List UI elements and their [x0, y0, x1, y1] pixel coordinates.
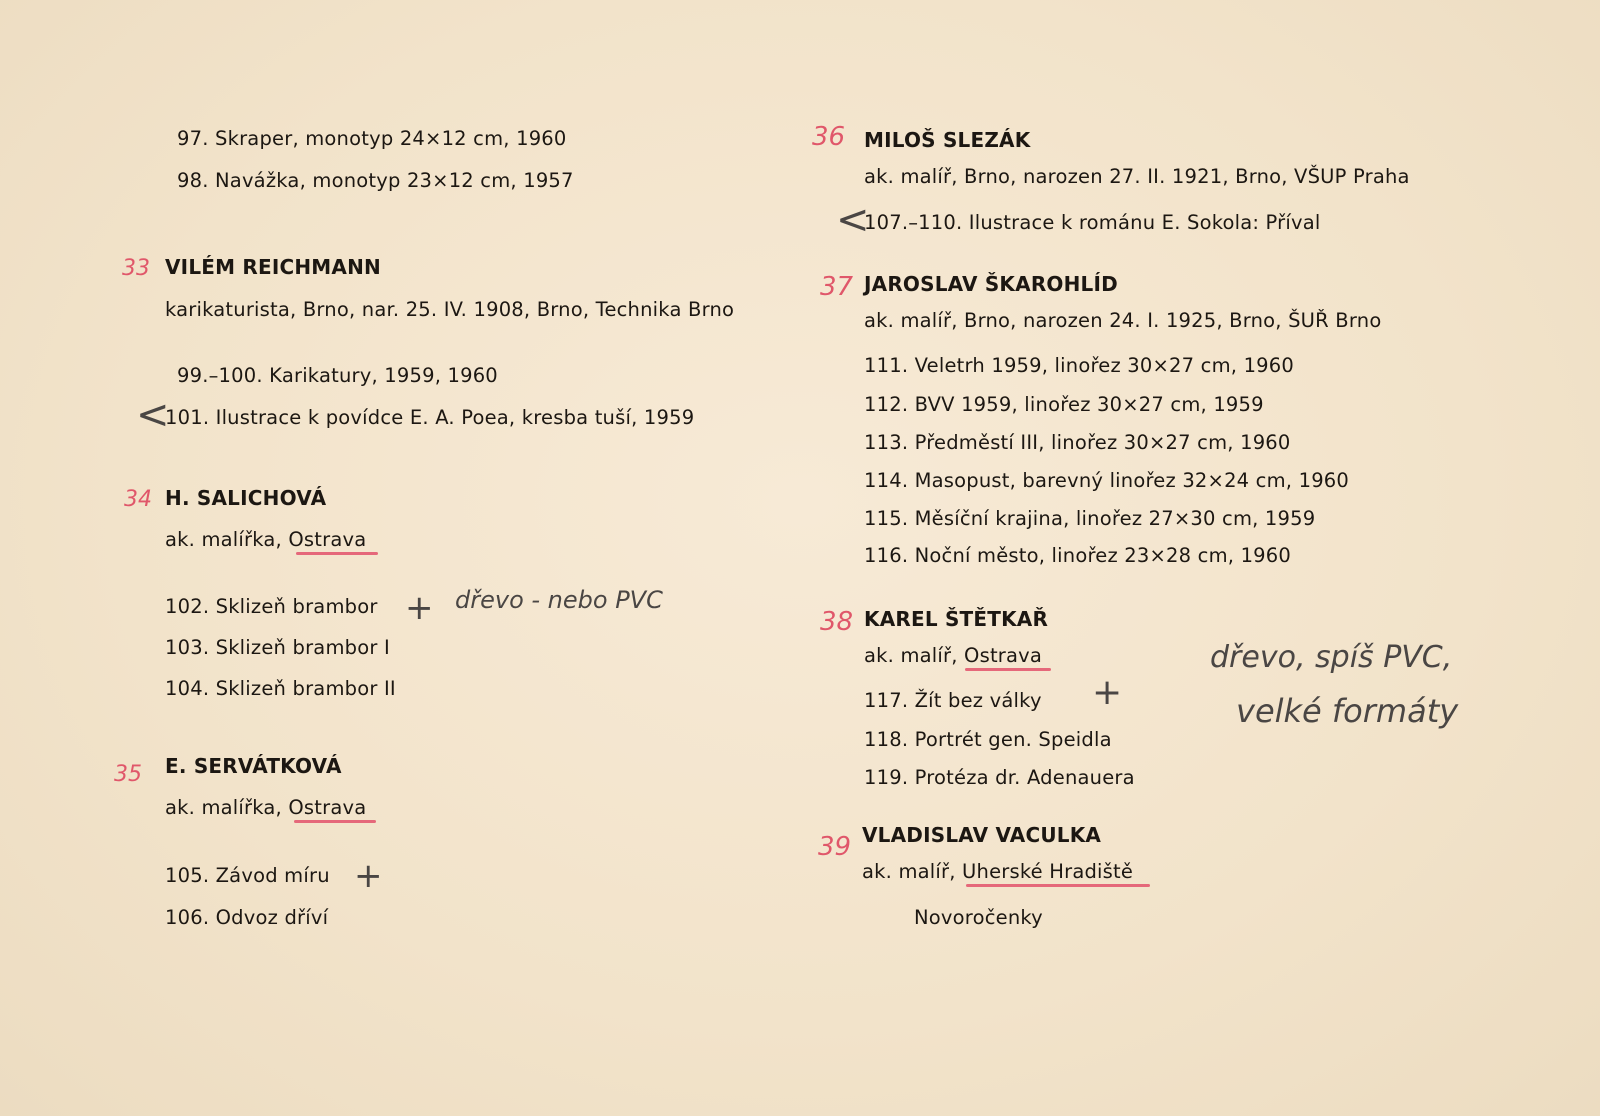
artist-info-reichmann: karikaturista, Brno, nar. 25. IV. 1908, Brno, Technika Brno — [165, 298, 735, 321]
artist-info-stetkar — [864, 644, 1042, 667]
artist-info-servatkova — [165, 796, 366, 819]
artist-name-salichova: H. SALICHOVÁ — [165, 486, 327, 510]
item-98: 98. Navážka, monotyp 23×12 cm, 1957 — [177, 169, 574, 192]
red-underline — [294, 820, 376, 823]
annotation-number-35: 35 — [114, 762, 142, 787]
item-97: 97. Skraper, monotyp 24×12 cm, 1960 — [177, 127, 567, 150]
red-underline — [296, 552, 378, 555]
artist-city: Ostrava — [964, 644, 1043, 667]
annotation-number-38: 38 — [820, 607, 854, 637]
cross-mark: + — [405, 588, 434, 628]
item-102: 102. Sklizeň brambor — [165, 595, 378, 618]
item-112: 112. BVV 1959, linořez 30×27 cm, 1959 — [864, 393, 1264, 416]
item-novorocenky: Novoročenky — [914, 906, 1043, 929]
cross-mark: + — [354, 856, 383, 896]
item-106: 106. Odvoz dříví — [165, 906, 329, 929]
red-underline — [966, 884, 1150, 887]
artist-info-vaculka — [862, 860, 1133, 883]
artist-city: Uherské Hradiště — [962, 860, 1134, 883]
item-114: 114. Masopust, barevný linořez 32×24 cm, 1960 — [864, 469, 1350, 492]
annotation-number-39: 39 — [818, 832, 852, 862]
artist-info-prefix: ak. malířka, — [165, 528, 289, 551]
artist-name-reichmann: VILÉM REICHMANN — [165, 255, 381, 279]
item-116: 116. Noční město, linořez 23×28 cm, 1960 — [864, 544, 1292, 567]
artist-name-slezak: MILOŠ SLEZÁK — [864, 128, 1031, 152]
red-underline — [965, 668, 1051, 671]
annotation-number-36: 36 — [812, 122, 846, 152]
cross-mark: + — [1092, 672, 1123, 713]
artist-name-servatkova: E. SERVÁTKOVÁ — [165, 754, 342, 778]
artist-info-prefix: ak. malíř, — [864, 644, 965, 667]
artist-info-salichova — [165, 528, 366, 551]
handwritten-note-stetkar-2: velké formáty — [1236, 692, 1459, 730]
artist-info-skarohlid: ak. malíř, Brno, narozen 24. I. 1925, Brno, ŠUŘ Brno — [864, 309, 1382, 332]
annotation-number-33: 33 — [122, 256, 150, 281]
item-107-110: 107.–110. Ilustrace k románu E. Sokola: Příval — [864, 211, 1321, 234]
item-101: 101. Ilustrace k povídce E. A. Poea, kresba tuší, 1959 — [165, 406, 695, 429]
handwritten-note-salichova: dřevo - nebo PVC — [455, 586, 663, 614]
handwritten-note-stetkar-1: dřevo, spíš PVC, — [1210, 640, 1453, 675]
item-113: 113. Předměstí III, linořez 30×27 cm, 1960 — [864, 431, 1291, 454]
item-104: 104. Sklizeň brambor II — [165, 677, 396, 700]
artist-info-prefix: ak. malíř, — [862, 860, 963, 883]
item-115: 115. Měsíční krajina, linořez 27×30 cm, 1959 — [864, 507, 1316, 530]
artist-name-stetkar: KAREL ŠTĚTKAŘ — [864, 607, 1049, 631]
item-118: 118. Portrét gen. Speidla — [864, 728, 1112, 751]
artist-name-vaculka: VLADISLAV VACULKA — [862, 823, 1102, 847]
bracket-mark: < — [136, 392, 170, 438]
artist-city: Ostrava — [288, 796, 367, 819]
artist-city: Ostrava — [288, 528, 367, 551]
item-119: 119. Protéza dr. Adenauera — [864, 766, 1135, 789]
annotation-number-37: 37 — [820, 272, 854, 302]
artist-info-prefix: ak. malířka, — [165, 796, 289, 819]
artist-name-skarohlid: JAROSLAV ŠKAROHLÍD — [864, 272, 1118, 296]
item-99-100: 99.–100. Karikatury, 1959, 1960 — [177, 364, 498, 387]
item-111: 111. Veletrh 1959, linořez 30×27 cm, 1960 — [864, 354, 1295, 377]
bracket-mark: < — [836, 197, 870, 243]
item-105: 105. Závod míru — [165, 864, 330, 887]
artist-info-slezak: ak. malíř, Brno, narozen 27. II. 1921, Brno, VŠUP Praha — [864, 165, 1410, 188]
item-103: 103. Sklizeň brambor I — [165, 636, 390, 659]
annotation-number-34: 34 — [124, 487, 152, 512]
item-117: 117. Žít bez války — [864, 689, 1042, 712]
